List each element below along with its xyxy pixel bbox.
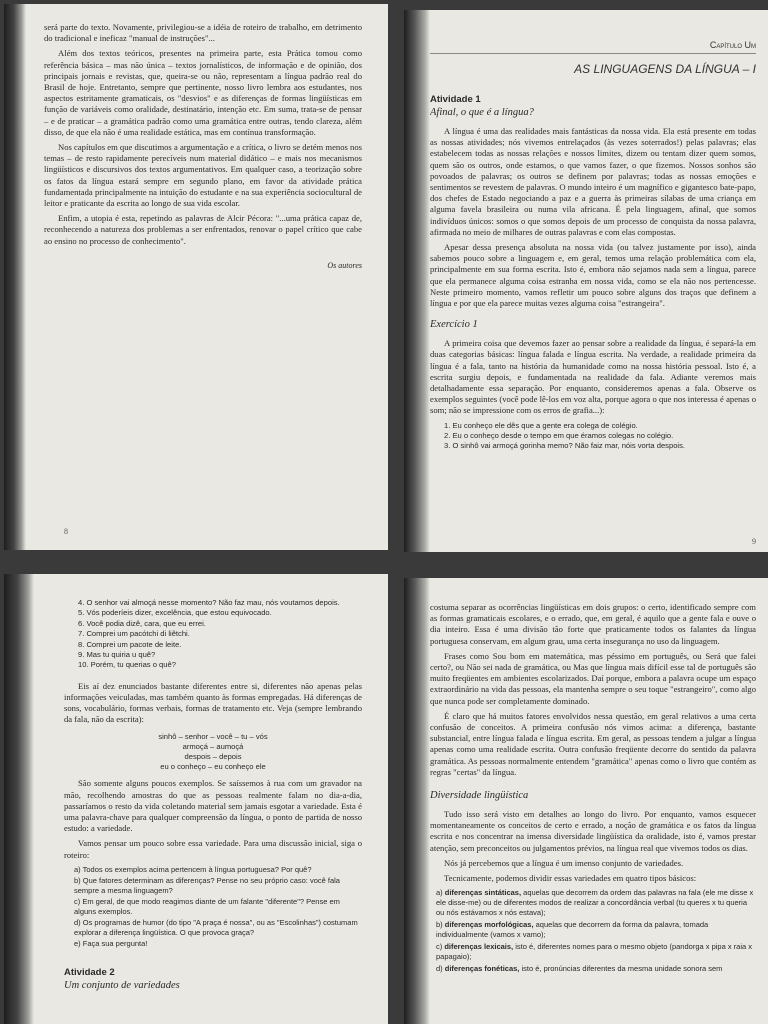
section-title: Diversidade lingüística (430, 790, 529, 802)
chapter-label: Capítulo Um (430, 40, 756, 54)
list-item: 1. Eu conheço ele dês que a gente era colega de colégio. (444, 420, 638, 430)
question-list (74, 865, 362, 949)
item-text: isto é, pronúncias diferentes da mesma unidade sonora sem (519, 964, 723, 974)
list-item: 3. O sinhô vai armoçá gorinha memo? Não faiz mar, nóis vorta despois. (444, 441, 686, 451)
book-spine-shadow (4, 4, 26, 550)
example-list (444, 421, 756, 452)
page-number: 9 (752, 537, 756, 546)
book-spine-shadow (404, 10, 430, 552)
chapter-title: AS LINGUAGENS DA LÍNGUA – I (574, 62, 756, 76)
item-term: diferenças fonéticas, (444, 964, 520, 974)
paragraph: Nós já percebemos que a língua é um imenso conjunto de variedades. (444, 857, 684, 868)
paragraph: Frases como Sou bom em matemática, mas péssimo em português, ou Será que falei certo?, ou Não sei nada de gramática, ou Mas que língua mais difícil esse tal de português são muito freqüentes em ambientes escolarizados. Daí porque, embora a palavra ocupe um espaço extraordinário na vida das pessoas, ela mantenha sempre o seu toque "estrangeiro", como algo que nunca pode ser completamente dominado. (430, 650, 756, 706)
list-item: armoçá – aumoçá (182, 741, 244, 751)
list-item: eu o conheço – eu conheço ele (160, 762, 266, 772)
list-item: despois – depois (184, 752, 242, 762)
list-item: b) Que fatores determinam as diferenças? Pense no seu próprio caso: você fala sempre a mesma linguagem? (74, 875, 340, 895)
page-number: 8 (64, 527, 68, 536)
paragraph: será parte do texto. Novamente, privilegiou-se a idéia de roteiro de trabalho, em detrimento do tradicional e ineficaz "manual de instruções"... (44, 22, 362, 44)
page-10 (4, 574, 388, 1024)
list-item (436, 888, 756, 918)
list-item (436, 964, 756, 974)
page-11 (404, 578, 768, 1024)
signature: Os autores (327, 260, 362, 270)
item-term: diferenças morfológicas, (444, 920, 534, 930)
example-list (78, 598, 362, 671)
paragraph: Tecnicamente, podemos dividir essas variedades em quatro tipos básicos: (444, 873, 697, 884)
word-pairs (64, 732, 362, 773)
item-term: diferenças sintáticas, (444, 888, 522, 898)
item-letter: a) (436, 888, 443, 898)
paragraph: É claro que há muitos fatores envolvidos nessa questão, em geral relativos a uma certa confusão de conceitos. A primeira confusão nós vimos acima: a diferença, bastante substancial, entre língua falada e língua escrita. Em geral, as pessoas tendem a julgar a língua apenas como uma realidade escrita. Outra confusão freqüente decorre do sentido da palavra gramática. As pessoas normalmente entendem "gramática" apenas como o livro que contém as regras "certas" da língua. (430, 710, 756, 777)
list-item: 6. Você podia dizê, cara, que eu errei. (78, 618, 206, 628)
list-item: sinhô – senhor – você – tu – vós (158, 731, 268, 741)
item-term: diferenças lexicais, (444, 942, 514, 952)
paragraph: Tudo isso será visto em detalhes ao longo do livro. Por enquanto, vamos esquecer momentaneamente os conceitos de certo e errado, a noção de gramática e os fatos da língua escrita e nos concentrar na imensa diversidade lingüística da oralidade, isto é, vamos prestar atenção, sem preconceitos ou julgamentos prévios, na língua real que vivemos todos os dias. (430, 809, 756, 853)
paragraph: Além dos textos teóricos, presentes na primeira parte, esta Prática tomou como referência básica – mas não única – textos jornalísticos, de informação e de opinião, dos principais jornais e revistas, que, queira-se ou não, representam a língua padrão real do Brasil de hoje. Entretanto, sempre que pertinente, nosso livro lembra aos estudantes, nos aspectos estritamente gramaticais, os "desvios" e as diferenças de formas lingüísticas em função de variáveis como oralidade, destinatário, intenção etc. Em suma, trata-se de pensar – e de praticar – a gramática padrão como uma gramática entre outras, tendo clareza, além disso, de que ela não é uma realidade estática, mas em contínua transformação. (44, 48, 362, 137)
paragraph: costuma separar as ocorrências lingüísticas em dois grupos: o certo, identificado sempre com as formas gramaticais escolares, e o errado, que, em geral, é aquilo que a gente fala e ouve o dia inteiro. Essa é uma divisão tão forte que praticamente todos os falantes da língua portuguesa conservam, em algum grau, uma certa insegurança no uso da linguagem. (430, 602, 756, 646)
item-text: aquelas que decorrem da ordem das palavras na fala (ele me disse x ele disse-me) ou de diferentes modos de realizar a concordância verbal (tu queres x tu queria ou nós estávamos x nós estava); (436, 888, 754, 918)
list-item: e) Faça sua pergunta! (74, 938, 148, 948)
list-item: 5. Vós poderíeis dizer, excelência, que estou equivocado. (78, 608, 272, 618)
paragraph: Enfim, a utopia é esta, repetindo as palavras de Alcir Pécora: "...uma prática capaz de, reconhecendo a natureza dos problemas a ser enfrentados, renovar o papel crítico que cabe ao ensino no processo de conhecimento". (44, 213, 362, 246)
item-text: isto é, diferentes nomes para o mesmo objeto (pandorga x pipa x raia x papagaio); (436, 942, 753, 962)
paragraph: Nos capítulos em que discutimos a argumentação e a crítica, o livro se detém menos nos temas – de resto rapidamente perecíveis num material didático – e mais nos mecanismos lingüísticos e discursivos dos textos argumentativos. Em qualquer caso, a teorização sobre os fatos da língua estará sempre em segundo plano, em favor da atividade prática fundamentada principalmente na intuição do estudante e na sua experiência sociocultural de leitor e praticante da escrita ao longo de sua vida escolar. (44, 142, 362, 209)
exercise-title: Exercício 1 (430, 319, 478, 331)
paragraph: A língua é uma das realidades mais fantásticas da nossa vida. Ela está presente em todas as nossas atividades; nós vivemos entrelaçados (às vezes soterrados!) pelas palavras; elas estabelecem todas as nossas relações e nossos limites, dizem ou tentam dizer quem somos, quem são os outros, onde estamos, o que vamos fazer, o que fizemos. Nossos sonhos são povoados de palavras; os outros se definem por palavras; todas as nossas emoções e sentimentos se revestem de palavras. O mundo inteiro é um magnífico e gigantesco bate-papo, dos chefes de Estado negociando a paz e a guerra às primeiras sílabas de uma criança em alguma favela brasileira ou numa vila africana. É pela linguagem, afinal, que somos indivíduos únicos: somos o que somos depois de um processo de conquista da nossa palavra, afirmada no meio de milhares de outras palavras e com elas compostas. (430, 126, 756, 237)
activity-heading: Atividade 1 (430, 94, 481, 105)
paragraph: Apesar dessa presença absoluta na nossa vida (ou talvez justamente por isso), ainda sabemos pouco sobre a linguagem e, em geral, temos uma relação problemática com ela, principalmente em sua forma escrita. Isto é, embora não sejamos nada sem a língua, parece que ela permanece alguma coisa estranha em nossa vida, como se ela não nos pertencesse. Neste primeiro momento, vamos refletir um pouco sobre alguns dos traços que definem a língua e por que ela parece muitas vezes alguma coisa "estrangeira". (430, 242, 756, 309)
list-item: 4. O senhor vai almoçá nesse momento? Não faz mau, nós voutamos depois. (78, 598, 340, 607)
list-item: 2. Eu o conheço desde o tempo em que éramos colegas no colégio. (444, 431, 674, 441)
paragraph: Eis aí dez enunciados bastante diferentes entre si, diferentes não apenas pelas informações veiculadas, mas também quanto às formas empregadas. Há diferenças de sons, vocabulário, formas verbais, formas de tratamento etc. Veja (sempre lembrando da fala, não da escrita): (64, 680, 362, 725)
item-letter: b) (436, 920, 443, 930)
item-letter: d) (436, 964, 443, 974)
list-item: d) Os programas de humor (do tipo "A praça é nossa", ou as "Escolinhas") costumam explorar a diferença lingüística. O que provoca graça? (74, 917, 358, 937)
list-item: a) Todos os exemplos acima pertencem à língua portuguesa? Por quê? (74, 864, 312, 874)
list-item: 9. Mas tu quiria u quê? (78, 650, 156, 660)
activity-heading: Atividade 2 (64, 966, 115, 978)
list-item: c) Em geral, de que modo reagimos diante de um falante "diferente"? Pense em alguns exemplos. (74, 896, 340, 916)
activity-subtitle: Afinal, o que é a língua? (430, 107, 534, 118)
item-letter: c) (436, 942, 443, 952)
list-item: 8. Comprei um pacote de leite. (78, 639, 182, 649)
page-9 (404, 10, 768, 552)
list-item (436, 942, 756, 962)
page-8 (4, 4, 388, 550)
paragraph: Vamos pensar um pouco sobre essa variedade. Para uma discussão inicial, siga o roteiro: (64, 838, 362, 860)
book-spine-shadow (404, 578, 430, 1024)
book-spine-shadow (4, 574, 34, 1024)
list-item: 7. Comprei um pacótchi di liêtchi. (78, 629, 190, 639)
variety-types-list (436, 888, 756, 974)
activity-subtitle: Um conjunto de variedades (64, 979, 180, 991)
item-text: aquelas que decorrem da forma da palavra, tomada individualmente (vamos x vamo); (436, 920, 709, 940)
list-item: 10. Porém, tu querias o quê? (78, 660, 176, 670)
paragraph: A primeira coisa que devemos fazer ao pensar sobre a realidade da língua, é separá-la em duas categorias básicas: língua falada e língua escrita. Na verdade, a realidade primeira da língua é a fala, tanto na história da humanidade como na nossa história pessoal. Isto é, a escrita surgiu depois, e fundamentada na realidade da fala. Adiante veremos mais detalhadamente essa separação. Por enquanto, consideremos apenas a fala. Observe os exemplos seguintes (você pode lê-los em voz alta, porque agora o que nos interessa é apenas o som; não se impressione com os erros de grafia...): (430, 338, 756, 416)
list-item (436, 920, 756, 940)
paragraph: São somente alguns poucos exemplos. Se saíssemos à rua com um gravador na mão, recolhendo amostras do que as pessoas realmente falam no dia-a-dia, passaríamos o resto da vida coletando material sem jamais esgotar a variedade. Esta é uma palavra-chave para qualquer compreensão da língua, o ponto de partida de nosso estudo: a variedade. (64, 778, 362, 834)
